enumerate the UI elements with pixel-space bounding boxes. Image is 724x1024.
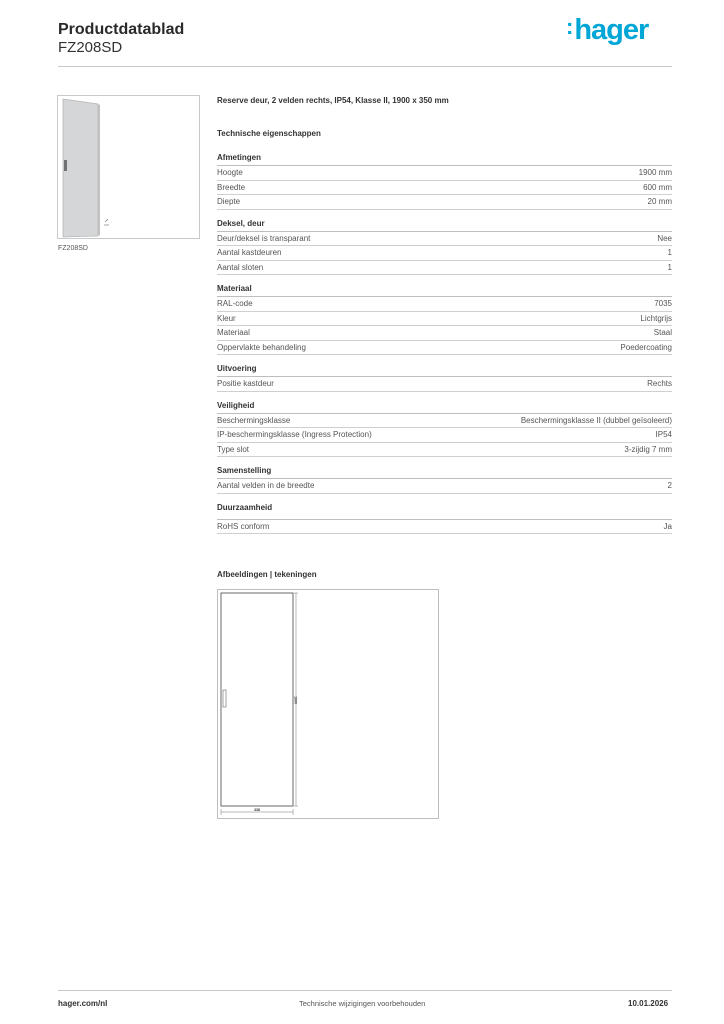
- row-label: Beschermingsklasse: [217, 415, 291, 425]
- properties-section: [217, 96, 672, 543]
- table-row: [217, 520, 672, 535]
- row-value: Rechts: [647, 379, 672, 388]
- property-group-materiaal: [217, 284, 672, 355]
- table-row: [217, 326, 672, 341]
- table-row: [217, 377, 672, 392]
- row-label: Oppervlakte behandeling: [217, 342, 306, 352]
- property-group-veiligheid: [217, 401, 672, 458]
- door-drawing: [218, 590, 438, 818]
- row-value: IP54: [655, 430, 672, 439]
- images-title: Afbeeldingen | tekeningen: [217, 570, 317, 579]
- table-row: [217, 181, 672, 196]
- thumbnail-caption: FZ208SD: [58, 245, 88, 252]
- table-row: [217, 443, 672, 458]
- group-title: Deksel, deur: [217, 219, 672, 232]
- hager-logo: [566, 14, 648, 47]
- table-row: [217, 195, 672, 210]
- table-row: [217, 261, 672, 276]
- row-value: Lichtgrijs: [640, 313, 672, 323]
- group-title: Materiaal: [217, 284, 672, 297]
- table-row: [217, 297, 672, 312]
- group-title: Uitvoering: [217, 364, 672, 377]
- row-label: IP-beschermingsklasse (Ingress Protection): [217, 430, 372, 439]
- dim-width-label: 338: [254, 808, 260, 812]
- header-divider: [58, 66, 672, 67]
- group-title: Afmetingen: [217, 153, 672, 166]
- row-value: 3-zijdig 7 mm: [624, 444, 672, 454]
- group-title: Samenstelling: [217, 466, 672, 479]
- row-value: 20 mm: [647, 197, 672, 206]
- property-group-uitvoering: [217, 364, 672, 392]
- product-description: Reserve deur, 2 velden rechts, IP54, Klasse II, 1900 x 350 mm: [217, 96, 449, 105]
- row-value: 1: [667, 248, 672, 257]
- table-row: [217, 246, 672, 261]
- row-value: 600 mm: [643, 182, 672, 192]
- row-value: Staal: [653, 328, 672, 337]
- table-row: [217, 479, 672, 494]
- row-label: Aantal kastdeuren: [217, 248, 282, 257]
- row-label: Aantal sloten: [217, 262, 264, 272]
- logo-dots-icon: :: [566, 14, 574, 39]
- row-value: 2: [667, 481, 672, 490]
- group-title: Veiligheid: [217, 401, 672, 414]
- row-label: Diepte: [217, 197, 241, 206]
- footer-divider: [58, 990, 672, 991]
- dim-height-label: 1900: [293, 696, 298, 704]
- table-row: [217, 166, 672, 181]
- row-value: Poedercoating: [620, 342, 672, 352]
- door-thumbnail-image: [58, 96, 199, 238]
- row-label: Materiaal: [217, 328, 250, 337]
- footer-disclaimer: Technische wijzigingen voorbehouden: [299, 999, 426, 1008]
- table-row: [217, 312, 672, 327]
- row-value: 1: [667, 262, 672, 272]
- footer-date: 10.01.2026: [628, 999, 669, 1008]
- row-label: Positie kastdeur: [217, 379, 274, 388]
- table-row: [217, 414, 672, 429]
- section-title: Technische eigenschappen: [217, 129, 321, 138]
- logo-text: hager: [574, 14, 649, 46]
- row-label: Kleur: [217, 313, 236, 323]
- table-row: [217, 232, 672, 247]
- row-label: RoHS conform: [217, 521, 270, 531]
- row-label: Deur/deksel is transparant: [217, 233, 311, 243]
- row-value: 1900 mm: [638, 168, 672, 177]
- row-value: 7035: [654, 299, 672, 308]
- property-group-samenstelling: [217, 466, 672, 494]
- row-value: Beschermingsklasse II (dubbel geïsoleerd): [520, 415, 672, 425]
- product-code: FZ208SD: [58, 39, 123, 56]
- row-label: Aantal velden in de breedte: [217, 481, 315, 490]
- row-label: Breedte: [217, 182, 246, 192]
- row-label: RAL-code: [217, 299, 253, 308]
- property-group-deksel-deur: [217, 219, 672, 276]
- group-title: Duurzaamheid: [217, 503, 672, 520]
- row-value: Nee: [657, 233, 672, 243]
- property-group-afmetingen: [217, 153, 672, 210]
- row-value: Ja: [663, 521, 672, 531]
- technical-drawing: [217, 589, 439, 819]
- property-group-duurzaamheid: [217, 503, 672, 535]
- product-thumbnail: [57, 95, 200, 239]
- row-label: Type slot: [217, 444, 250, 454]
- table-row: [217, 341, 672, 356]
- document-title: Productdatablad: [58, 21, 185, 38]
- footer-website: hager.com/nl: [58, 999, 108, 1008]
- row-label: Hoogte: [217, 168, 243, 177]
- table-row: [217, 428, 672, 443]
